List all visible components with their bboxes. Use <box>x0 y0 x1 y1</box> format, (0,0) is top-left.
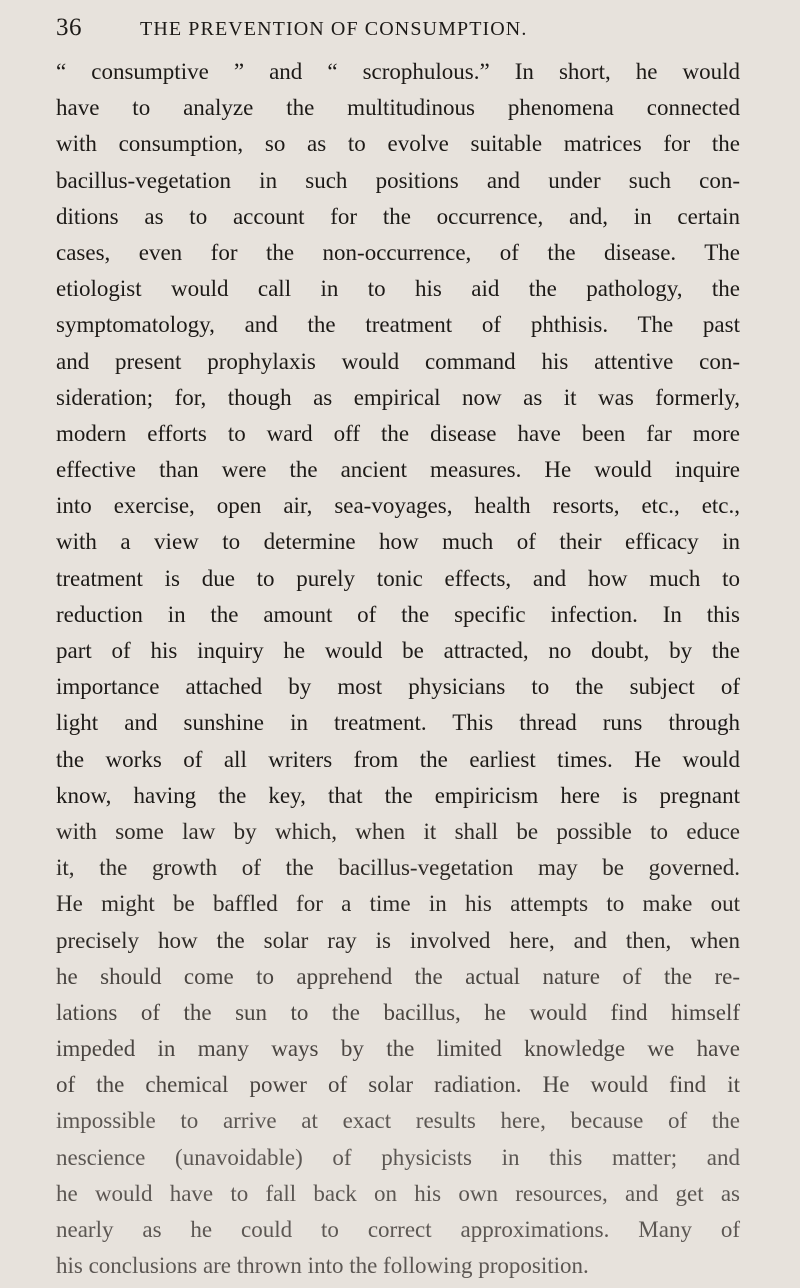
text-line: effective than were the ancient measures. He would inquire <box>56 457 740 483</box>
text-line: cases, even for the non-occurrence, of the disease. The <box>56 239 740 265</box>
text-line: with a view to determine how much of their efficacy in <box>56 529 740 555</box>
text-line: nearly as he could to correct approximations. Many of <box>56 1217 740 1242</box>
text-line: he should come to apprehend the actual nature of the re- <box>56 963 740 989</box>
text-line: “ consumptive ” and “ scrophulous.” In short, he would <box>56 59 740 84</box>
text-line: the works of all writers from the earliest times. He would <box>56 746 740 772</box>
page-header <box>56 14 740 54</box>
running-head: THE PREVENTION OF CONSUMPTION. <box>140 18 528 40</box>
text-line: his conclusions are thrown into the following proposition. <box>56 1253 589 1279</box>
text-line: impossible to arrive at exact results here, because of the <box>56 1108 740 1134</box>
text-line: part of his inquiry he would be attracted, no doubt, by the <box>56 638 740 663</box>
text-line: treatment is due to purely tonic effects, and how much to <box>56 565 740 591</box>
text-line: ditions as to account for the occurrence, and, in certain <box>56 203 740 229</box>
text-line: sideration; for, though as empirical now as it was formerly, <box>56 384 740 410</box>
text-line: importance attached by most physicians to the subject of <box>56 674 740 700</box>
text-line: with consumption, so as to evolve suitable matrices for the <box>56 131 740 157</box>
text-line: he would have to fall back on his own resources, and get as <box>56 1180 740 1206</box>
text-line: lations of the sun to the bacillus, he would find himself <box>56 999 740 1025</box>
text-line: know, having the key, that the empiricism here is pregnant <box>56 782 740 808</box>
body-paragraph <box>56 54 740 1284</box>
page-number: 36 <box>56 14 82 41</box>
text-line: light and sunshine in treatment. This thread runs through <box>56 710 740 736</box>
text-line: and present prophylaxis would command his attentive con- <box>56 348 740 374</box>
text-line: impeded in many ways by the limited knowledge we have <box>56 1036 740 1062</box>
text-line: it, the growth of the bacillus-vegetation may be governed. <box>56 855 740 881</box>
text-line: of the chemical power of solar radiation. He would find it <box>56 1072 740 1098</box>
text-line: bacillus-vegetation in such positions and under such con- <box>56 167 740 193</box>
text-line: with some law by which, when it shall be possible to educe <box>56 818 740 844</box>
text-line: symptomatology, and the treatment of phthisis. The past <box>56 312 740 338</box>
text-line: precisely how the solar ray is involved here, and then, when <box>56 927 740 953</box>
text-line: etiologist would call in to his aid the pathology, the <box>56 276 740 302</box>
text-line: He might be baffled for a time in his attempts to make out <box>56 891 740 917</box>
text-line: modern efforts to ward off the disease have been far more <box>56 420 740 446</box>
text-line: into exercise, open air, sea-voyages, health resorts, etc., etc., <box>56 493 740 519</box>
text-line: nescience (unavoidable) of physicists in this matter; and <box>56 1144 740 1170</box>
text-line: have to analyze the multitudinous phenomena connected <box>56 95 740 121</box>
text-line: reduction in the amount of the specific infection. In this <box>56 601 740 627</box>
